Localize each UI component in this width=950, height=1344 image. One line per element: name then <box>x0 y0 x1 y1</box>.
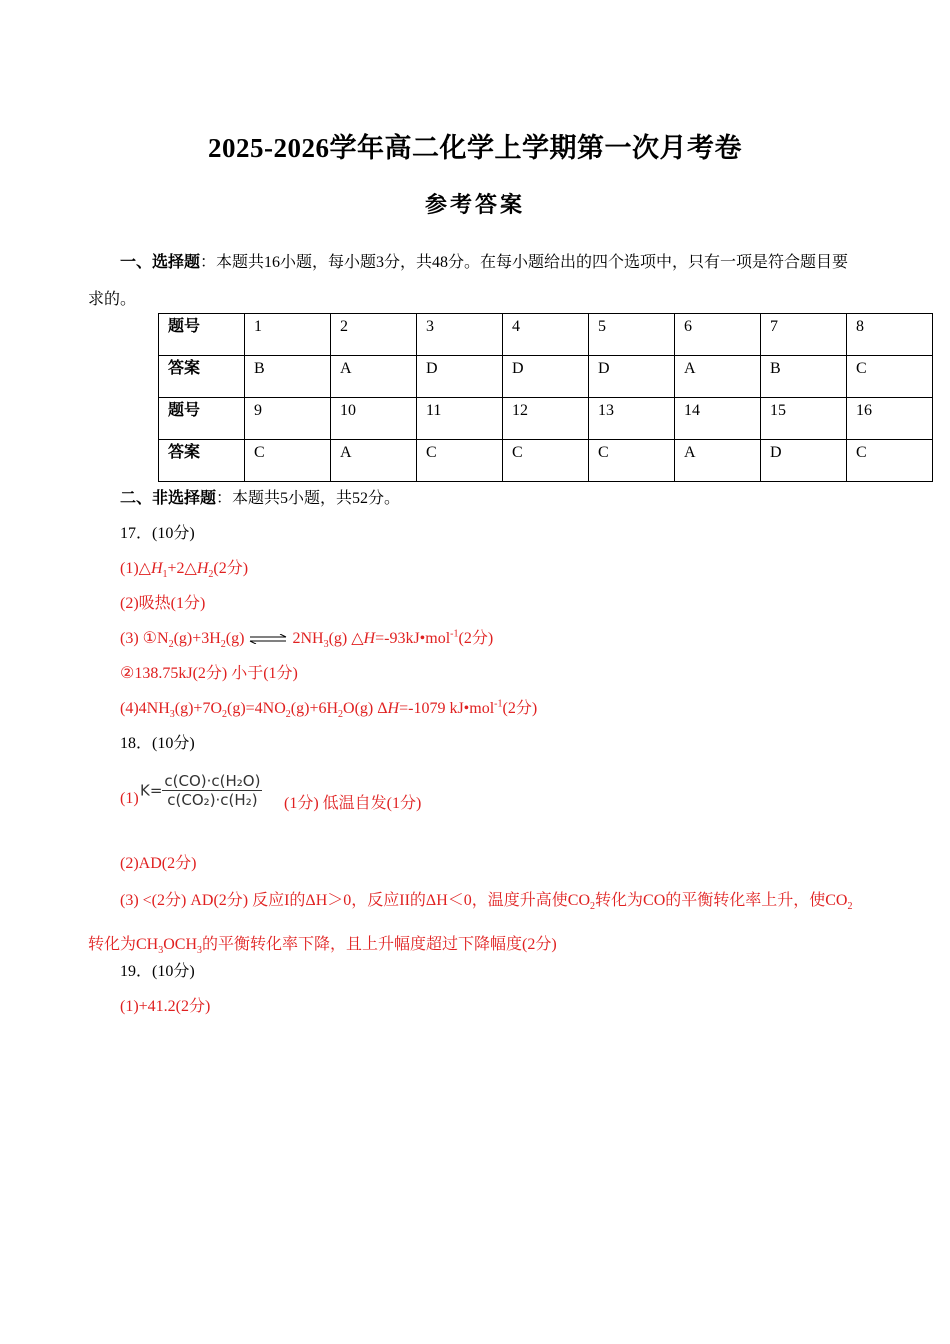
table-cell: 9 <box>245 398 331 440</box>
equilibrium-constant-formula <box>140 772 262 809</box>
section-2-heading: 二、非选择题 <box>120 490 217 507</box>
q17-part2: (2)吸热(1分) <box>120 595 206 612</box>
table-cell: 10 <box>331 398 417 440</box>
page-subtitle: 参考答案 <box>424 192 525 217</box>
q18-header: 18．(10分) <box>120 735 195 752</box>
table-cell: 6 <box>675 314 761 356</box>
q17-header: 17．(10分) <box>120 525 195 542</box>
q18-part3: (3) <(2分) AD(2分) 反应I的ΔH＞0，反应II的ΔH＜0，温度升高使$CO_2$转化为CO的平衡转化率上升，使$CO_2$转化为$CH_3OCH_3$的平衡转化率下降，且上升幅度超过下降幅度(2分) <box>88 892 853 957</box>
table-cell: 3 <box>417 314 503 356</box>
table-row-header: 答案 <box>159 356 245 398</box>
table-cell: 1 <box>245 314 331 356</box>
section-1-intro <box>88 244 858 318</box>
table-row <box>159 356 933 398</box>
q19-part1: (1)+41.2(2分) <box>120 998 211 1015</box>
k-numerator: c(CO)·c(H₂O) <box>164 772 261 790</box>
table-cell: C <box>847 440 933 482</box>
table-cell: 2 <box>331 314 417 356</box>
page-title: 2025-2026学年高二化学上学期第一次月考卷 <box>208 133 742 163</box>
table-row <box>159 440 933 482</box>
q18-part2: (2)AD(2分) <box>120 855 197 872</box>
table-cell: 8 <box>847 314 933 356</box>
table-cell: 7 <box>761 314 847 356</box>
table-cell: A <box>675 356 761 398</box>
table-cell: 15 <box>761 398 847 440</box>
section-2-intro <box>120 485 400 508</box>
q19-header: 19．(10分) <box>120 963 195 980</box>
table-cell: 11 <box>417 398 503 440</box>
table-cell: D <box>761 440 847 482</box>
k-fraction <box>162 772 262 809</box>
table-cell: D <box>589 356 675 398</box>
q17-part3-2: ②138.75kJ(2分) 小于(1分) <box>120 665 298 682</box>
table-row <box>159 314 933 356</box>
table-cell: A <box>331 356 417 398</box>
table-cell: 13 <box>589 398 675 440</box>
q17-part4: $(4)4NH_3(g)+7O_2(g)=4NO_2(g)+6H_2O(g)$ ΔH=-1079 kJ•mol$^{-1}$(2分) <box>120 698 538 721</box>
q17-part1: $(1)\triangle H_1+2\triangle H_2(2$分) <box>120 560 249 581</box>
table-cell: 14 <box>675 398 761 440</box>
answer-table <box>158 313 933 482</box>
table-row-header: 题号 <box>159 398 245 440</box>
q18-part1-label: (1) <box>120 790 139 807</box>
table-cell: 12 <box>503 398 589 440</box>
table-cell: B <box>245 356 331 398</box>
table-cell: 16 <box>847 398 933 440</box>
table-cell: D <box>417 356 503 398</box>
q18-part1: (1分) 低温自发(1分) <box>284 795 422 812</box>
table-row <box>159 398 933 440</box>
table-cell: C <box>503 440 589 482</box>
section-2-text: ：本题共5小题，共52分。 <box>216 490 401 507</box>
q17-part3: (3) $①N_2(g)+3H_2(g)$ $2NH_3(g)$ △H=-93kJ•mol$^{-1}$(2分) <box>120 628 494 651</box>
table-row-header: 题号 <box>159 314 245 356</box>
table-cell: C <box>589 440 675 482</box>
table-cell: C <box>245 440 331 482</box>
section-1-heading: 一、选择题 <box>120 254 201 271</box>
k-denominator: c(CO₂)·c(H₂) <box>167 791 258 809</box>
table-cell: 4 <box>503 314 589 356</box>
table-cell: C <box>417 440 503 482</box>
table-cell: D <box>503 356 589 398</box>
equilibrium-arrow-icon <box>248 634 288 644</box>
section-1-text: ：本题共16小题，每小题3分，共48分。在每小题给出的四个选项中，只有一项是符合题目要求的。 <box>88 254 849 308</box>
table-cell: C <box>847 356 933 398</box>
table-cell: A <box>675 440 761 482</box>
table-row-header: 答案 <box>159 440 245 482</box>
table-cell: 5 <box>589 314 675 356</box>
table-cell: B <box>761 356 847 398</box>
table-cell: A <box>331 440 417 482</box>
k-label: K= <box>140 781 163 800</box>
